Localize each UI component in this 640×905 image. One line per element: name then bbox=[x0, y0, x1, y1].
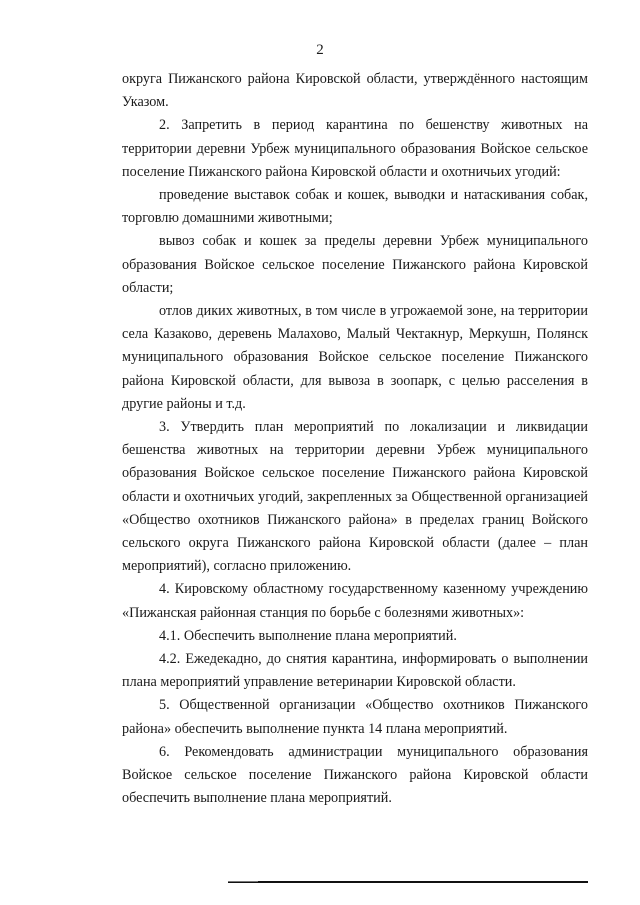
paragraph-ban-exhibitions: проведение выставок собак и кошек, выводки и натаскивания собак, торговлю домашними животными; bbox=[122, 187, 588, 227]
document-body bbox=[122, 68, 588, 811]
paragraph-item-2: 2. Запретить в период карантина по бешенству животных на территории деревни Урбеж муниципального образования Войское сельское поселение Пижанского района Кировской области и охотничьих угодий: bbox=[122, 117, 588, 180]
paragraph-item-4: 4. Кировскому областному государственному казенному учреждению «Пижанская районная станция по борьбе с болезнями животных»: bbox=[122, 581, 588, 621]
footer-rule bbox=[228, 881, 588, 883]
paragraph-ban-capture: отлов диких животных, в том числе в угрожаемой зоне, на территории села Казаково, деревень Малахово, Малый Чектакнур, Меркушн, Полянск муниципального образования Войское сельское поселение Пижанского района Кировской области, для вывоза в зоопарк, с целью расселения в другие районы и т.д. bbox=[122, 303, 588, 412]
paragraph-continuation: округа Пижанского района Кировской области, утверждённого настоящим Указом. bbox=[122, 71, 588, 111]
page-number: 2 bbox=[316, 42, 324, 58]
paragraph-item-3: 3. Утвердить план мероприятий по локализации и ликвидации бешенства животных на территории деревни Урбеж муниципального образования Войское сельское поселение Пижанского района Кировской области и охотничьих угодий, закрепленных за Общественной организацией «Общество охотников Пижанского района» в пределах границ Войского сельского округа Пижанского района Кировской области (далее – план мероприятий), согласно приложению. bbox=[122, 419, 588, 575]
paragraph-item-6: 6. Рекомендовать администрации муниципального образования Войское сельское поселение Пижанского района Кировской области обеспечить выполнение плана мероприятий. bbox=[122, 743, 588, 807]
paragraph-item-5: 5. Общественной организации «Общество охотников Пижанского района» обеспечить выполнение пункта 14 плана мероприятий. bbox=[122, 697, 588, 737]
paragraph-ban-export: вывоз собак и кошек за пределы деревни Урбеж муниципального образования Войское сельское поселение Пижанского района Кировской области; bbox=[122, 233, 588, 296]
paragraph-item-4-2: 4.2. Ежедекадно, до снятия карантина, информировать о выполнении плана мероприятий управление ветеринарии Кировской области. bbox=[122, 651, 588, 691]
paragraph-item-4-1: 4.1. Обеспечить выполнение плана мероприятий. bbox=[159, 627, 457, 644]
